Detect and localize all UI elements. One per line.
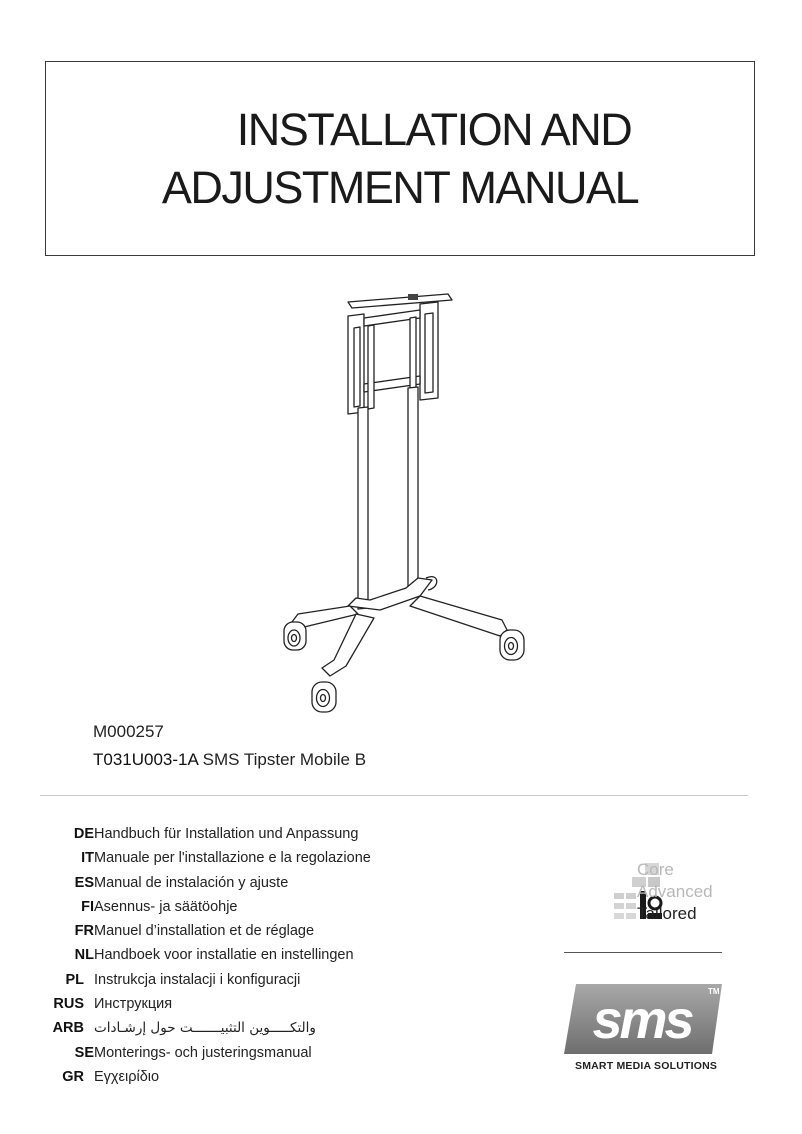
section-divider [40, 795, 748, 796]
title-box [45, 61, 755, 256]
language-code: GR [62, 1069, 84, 1085]
language-row-es [0, 872, 288, 894]
model-code: M000257 [93, 722, 164, 741]
language-title: Manuale per l'installazione e la regolazione [94, 850, 371, 866]
category-advanced: Advanced [637, 882, 713, 901]
language-title: Handboek voor installatie en instellingen [94, 947, 354, 963]
language-title: Instrukcja instalacji i konfiguracji [94, 972, 301, 988]
product-illustration [270, 288, 540, 718]
language-code: SE [74, 1045, 94, 1061]
language-title: Manuel d’installation et de réglage [94, 923, 315, 939]
language-row-de [0, 823, 358, 845]
language-code: PL [65, 972, 84, 988]
language-row-rus [0, 993, 172, 1015]
language-row-pl [0, 969, 300, 991]
language-row-fi [0, 896, 238, 918]
part-number: T031U003-1A [93, 750, 198, 769]
language-title: Инструкция [94, 996, 173, 1012]
language-code: ES [74, 875, 94, 891]
language-code: ARB [52, 1020, 84, 1036]
language-title: Manual de instalación y ajuste [94, 875, 289, 891]
sms-logo-text: sms [592, 990, 692, 1050]
trademark-mark: TM [708, 987, 720, 996]
language-row-se [0, 1042, 312, 1064]
language-code: FI [81, 899, 94, 915]
language-title: والتكـــــوين التثبيـــــــت حول إرشـادات [94, 1020, 316, 1036]
language-title: Monterings- och justeringsmanual [94, 1045, 312, 1061]
language-title: Handbuch für Installation und Anpassung [94, 826, 359, 842]
title-line-2: ADJUSTMENT MANUAL [161, 161, 639, 213]
language-code: DE [73, 826, 94, 842]
language-row-it [0, 847, 371, 869]
product-name: SMS Tipster Mobile B [197, 750, 367, 769]
category-core: Core [637, 860, 674, 879]
language-code: NL [74, 947, 94, 963]
language-row-fr [0, 920, 314, 942]
language-row-arb [0, 1017, 316, 1039]
language-title: Εγχειρίδιο [94, 1069, 160, 1085]
language-code: FR [74, 923, 94, 939]
sms-logo [562, 978, 728, 1058]
title-line-1: INSTALLATION AND [236, 103, 632, 155]
language-title: Asennus- ja säätöohje [94, 899, 238, 915]
language-code: RUS [53, 996, 84, 1012]
language-code: IT [81, 850, 94, 866]
logo-divider [564, 952, 722, 953]
brand-tagline: SMART MEDIA SOLUTIONS [575, 1060, 718, 1072]
language-row-gr [0, 1066, 159, 1088]
product-line [93, 750, 366, 770]
language-row-nl [0, 944, 354, 966]
category-tailored: Tailored [637, 904, 697, 923]
